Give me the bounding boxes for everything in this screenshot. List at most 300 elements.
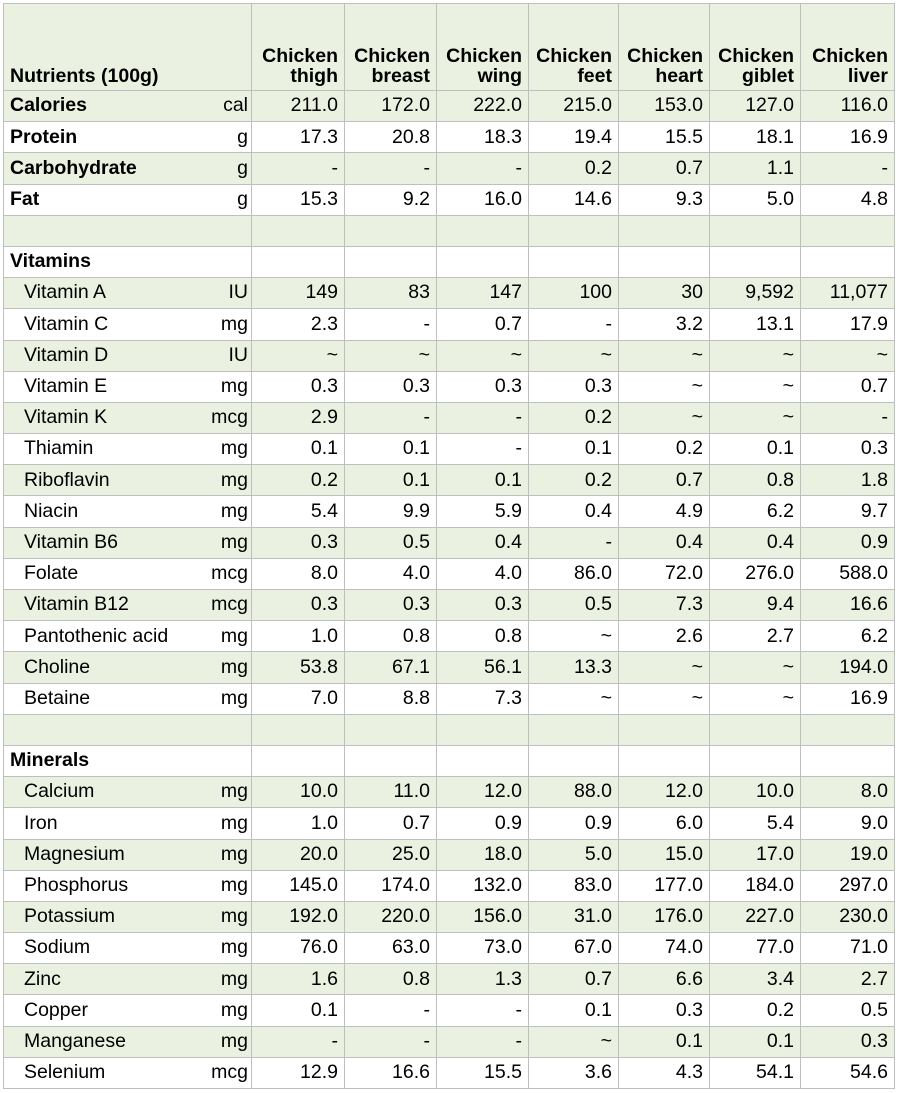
nutrient-name: Copper <box>4 995 200 1026</box>
value-cell: 0.2 <box>529 153 619 184</box>
value-cell: 0.1 <box>252 995 345 1026</box>
nutrient-row <box>4 1057 895 1088</box>
value-cell: - <box>252 153 345 184</box>
value-cell: 0.7 <box>529 964 619 995</box>
nutrient-row <box>4 933 895 964</box>
value-cell: 19.4 <box>529 122 619 153</box>
nutrient-name: Riboflavin <box>4 465 200 496</box>
value-cell: 72.0 <box>619 558 710 589</box>
nutrient-row <box>4 870 895 901</box>
value-cell: 8.0 <box>801 777 895 808</box>
value-cell: 10.0 <box>710 777 801 808</box>
nutrient-unit: mg <box>200 839 252 870</box>
value-cell: 0.1 <box>345 434 437 465</box>
value-cell: 184.0 <box>710 870 801 901</box>
nutrient-name: Selenium <box>4 1057 200 1088</box>
nutrient-row <box>4 340 895 371</box>
value-cell: 15.5 <box>437 1057 529 1088</box>
nutrient-unit: mg <box>200 808 252 839</box>
value-cell: 9.3 <box>619 184 710 215</box>
column-header-line1: Chicken <box>812 45 888 67</box>
spacer-cell <box>345 215 437 246</box>
value-cell: 192.0 <box>252 901 345 932</box>
nutrient-name: Magnesium <box>4 839 200 870</box>
spacer-cell <box>529 215 619 246</box>
nutrient-row <box>4 371 895 402</box>
value-cell: 56.1 <box>437 652 529 683</box>
column-header-wing <box>437 4 529 91</box>
value-cell: 83 <box>345 278 437 309</box>
header-label: Nutrients (100g) <box>10 64 159 87</box>
value-cell: 67.1 <box>345 652 437 683</box>
value-cell: 215.0 <box>529 91 619 122</box>
value-cell: 0.8 <box>345 964 437 995</box>
nutrient-row <box>4 964 895 995</box>
spacer-cell <box>4 215 252 246</box>
value-cell: 4.0 <box>345 558 437 589</box>
value-cell: 17.9 <box>801 309 895 340</box>
value-cell: 176.0 <box>619 901 710 932</box>
value-cell: 0.5 <box>801 995 895 1026</box>
nutrient-name: Fat <box>4 184 200 215</box>
nutrient-unit: mg <box>200 683 252 714</box>
value-cell: 11,077 <box>801 278 895 309</box>
column-header-line1: Chicken <box>262 45 338 67</box>
spacer-cell <box>710 215 801 246</box>
nutrient-unit: mg <box>200 652 252 683</box>
value-cell: 0.1 <box>529 434 619 465</box>
nutrient-name: Vitamin D <box>4 340 200 371</box>
spacer-row <box>4 215 895 246</box>
empty-cell <box>345 246 437 277</box>
value-cell: 6.2 <box>710 496 801 527</box>
value-cell: 1.8 <box>801 465 895 496</box>
value-cell: 156.0 <box>437 901 529 932</box>
column-header-breast <box>345 4 437 91</box>
column-header-thigh <box>252 4 345 91</box>
nutrient-name: Potassium <box>4 901 200 932</box>
nutrient-unit: mg <box>200 465 252 496</box>
empty-cell <box>801 246 895 277</box>
nutrient-name: Choline <box>4 652 200 683</box>
value-cell: 18.3 <box>437 122 529 153</box>
value-cell: 153.0 <box>619 91 710 122</box>
nutrient-row <box>4 995 895 1026</box>
value-cell: 17.0 <box>710 839 801 870</box>
nutrient-row <box>4 184 895 215</box>
value-cell: 0.3 <box>437 371 529 402</box>
value-cell: 9.9 <box>345 496 437 527</box>
nutrient-name: Calories <box>4 91 200 122</box>
column-header-line2: heart <box>655 64 703 87</box>
value-cell: - <box>437 153 529 184</box>
value-cell: 0.3 <box>801 1026 895 1057</box>
value-cell: ~ <box>619 402 710 433</box>
value-cell: 4.3 <box>619 1057 710 1088</box>
value-cell: 77.0 <box>710 933 801 964</box>
value-cell: 0.8 <box>345 621 437 652</box>
empty-cell <box>710 246 801 277</box>
value-cell: ~ <box>801 340 895 371</box>
nutrient-name: Protein <box>4 122 200 153</box>
nutrient-row <box>4 652 895 683</box>
nutrient-name: Vitamin K <box>4 402 200 433</box>
value-cell: 9.4 <box>710 590 801 621</box>
nutrition-table <box>3 3 895 1089</box>
nutrient-row <box>4 91 895 122</box>
value-cell: 0.4 <box>619 527 710 558</box>
value-cell: 211.0 <box>252 91 345 122</box>
value-cell: 0.7 <box>619 465 710 496</box>
nutrient-unit: g <box>200 184 252 215</box>
value-cell: 3.4 <box>710 964 801 995</box>
nutrient-unit: mg <box>200 371 252 402</box>
value-cell: 0.3 <box>252 371 345 402</box>
nutrient-unit: mg <box>200 309 252 340</box>
spacer-cell <box>801 714 895 745</box>
value-cell: ~ <box>710 340 801 371</box>
value-cell: ~ <box>529 1026 619 1057</box>
spacer-cell <box>437 215 529 246</box>
value-cell: - <box>801 153 895 184</box>
nutrient-name: Sodium <box>4 933 200 964</box>
nutrient-row <box>4 309 895 340</box>
value-cell: 0.3 <box>345 371 437 402</box>
value-cell: 67.0 <box>529 933 619 964</box>
value-cell: 0.5 <box>529 590 619 621</box>
value-cell: 9.7 <box>801 496 895 527</box>
value-cell: 0.3 <box>801 434 895 465</box>
value-cell: 172.0 <box>345 91 437 122</box>
value-cell: - <box>437 434 529 465</box>
nutrient-name: Iron <box>4 808 200 839</box>
value-cell: - <box>529 309 619 340</box>
nutrient-row <box>4 465 895 496</box>
nutrient-unit: mg <box>200 777 252 808</box>
column-header-liver <box>801 4 895 91</box>
value-cell: 588.0 <box>801 558 895 589</box>
value-cell: ~ <box>710 402 801 433</box>
value-cell: 1.6 <box>252 964 345 995</box>
value-cell: 2.6 <box>619 621 710 652</box>
value-cell: 0.7 <box>619 153 710 184</box>
nutrient-unit: mg <box>200 496 252 527</box>
value-cell: 63.0 <box>345 933 437 964</box>
value-cell: 0.3 <box>252 527 345 558</box>
value-cell: ~ <box>710 683 801 714</box>
value-cell: 0.1 <box>710 434 801 465</box>
column-header-line2: giblet <box>742 64 794 87</box>
value-cell: 0.2 <box>529 465 619 496</box>
value-cell: ~ <box>529 683 619 714</box>
empty-cell <box>345 745 437 776</box>
value-cell: - <box>437 402 529 433</box>
value-cell: 83.0 <box>529 870 619 901</box>
value-cell: 16.6 <box>801 590 895 621</box>
value-cell: 0.1 <box>529 995 619 1026</box>
value-cell: 88.0 <box>529 777 619 808</box>
empty-cell <box>710 745 801 776</box>
nutrient-unit: IU <box>200 340 252 371</box>
value-cell: 6.0 <box>619 808 710 839</box>
spacer-row <box>4 714 895 745</box>
nutrient-row <box>4 434 895 465</box>
value-cell: 145.0 <box>252 870 345 901</box>
value-cell: ~ <box>710 652 801 683</box>
nutrient-unit: mcg <box>200 558 252 589</box>
value-cell: 11.0 <box>345 777 437 808</box>
nutrient-row <box>4 278 895 309</box>
nutrient-unit: IU <box>200 278 252 309</box>
value-cell: 13.1 <box>710 309 801 340</box>
value-cell: ~ <box>252 340 345 371</box>
nutrient-unit: mg <box>200 527 252 558</box>
value-cell: 9.2 <box>345 184 437 215</box>
value-cell: 149 <box>252 278 345 309</box>
column-header-line1: Chicken <box>718 45 794 67</box>
value-cell: 132.0 <box>437 870 529 901</box>
section-heading-row <box>4 745 895 776</box>
value-cell: ~ <box>437 340 529 371</box>
section-heading: Minerals <box>4 745 252 776</box>
value-cell: 2.7 <box>710 621 801 652</box>
value-cell: 0.3 <box>529 371 619 402</box>
value-cell: 220.0 <box>345 901 437 932</box>
value-cell: 0.3 <box>252 590 345 621</box>
value-cell: ~ <box>710 371 801 402</box>
nutrient-row <box>4 777 895 808</box>
empty-cell <box>619 745 710 776</box>
column-header-line2: feet <box>577 64 612 87</box>
nutrient-row <box>4 527 895 558</box>
value-cell: 0.1 <box>619 1026 710 1057</box>
spacer-cell <box>252 714 345 745</box>
value-cell: 3.2 <box>619 309 710 340</box>
nutrient-unit: mcg <box>200 590 252 621</box>
value-cell: 222.0 <box>437 91 529 122</box>
value-cell: 17.3 <box>252 122 345 153</box>
value-cell: 2.7 <box>801 964 895 995</box>
value-cell: 10.0 <box>252 777 345 808</box>
empty-cell <box>801 745 895 776</box>
nutrient-row <box>4 1026 895 1057</box>
header-label-cell <box>4 4 252 91</box>
nutrient-unit: g <box>200 122 252 153</box>
value-cell: 15.3 <box>252 184 345 215</box>
value-cell: 9,592 <box>710 278 801 309</box>
value-cell: 8.0 <box>252 558 345 589</box>
value-cell: 0.8 <box>437 621 529 652</box>
value-cell: 1.3 <box>437 964 529 995</box>
value-cell: - <box>345 309 437 340</box>
empty-cell <box>252 246 345 277</box>
column-header-line1: Chicken <box>627 45 703 67</box>
value-cell: 7.0 <box>252 683 345 714</box>
value-cell: 100 <box>529 278 619 309</box>
value-cell: 0.2 <box>529 402 619 433</box>
nutrient-unit: g <box>200 153 252 184</box>
nutrient-unit: mg <box>200 621 252 652</box>
nutrient-name: Vitamin A <box>4 278 200 309</box>
nutrient-row <box>4 590 895 621</box>
nutrient-unit: cal <box>200 91 252 122</box>
value-cell: 16.6 <box>345 1057 437 1088</box>
column-header-line1: Chicken <box>354 45 430 67</box>
nutrient-row <box>4 839 895 870</box>
nutrient-name: Phosphorus <box>4 870 200 901</box>
nutrient-name: Zinc <box>4 964 200 995</box>
value-cell: 14.6 <box>529 184 619 215</box>
value-cell: 1.0 <box>252 621 345 652</box>
value-cell: 12.9 <box>252 1057 345 1088</box>
value-cell: 0.5 <box>345 527 437 558</box>
nutrient-unit: mg <box>200 995 252 1026</box>
value-cell: 0.9 <box>801 527 895 558</box>
value-cell: 194.0 <box>801 652 895 683</box>
value-cell: 2.9 <box>252 402 345 433</box>
value-cell: 6.6 <box>619 964 710 995</box>
value-cell: 5.9 <box>437 496 529 527</box>
nutrient-name: Pantothenic acid <box>4 621 200 652</box>
value-cell: ~ <box>529 340 619 371</box>
value-cell: 0.1 <box>437 465 529 496</box>
value-cell: 0.7 <box>801 371 895 402</box>
value-cell: 177.0 <box>619 870 710 901</box>
value-cell: 0.2 <box>710 995 801 1026</box>
value-cell: 174.0 <box>345 870 437 901</box>
value-cell: - <box>345 1026 437 1057</box>
value-cell: 297.0 <box>801 870 895 901</box>
value-cell: 13.3 <box>529 652 619 683</box>
value-cell: 0.3 <box>437 590 529 621</box>
nutrient-unit: mg <box>200 870 252 901</box>
value-cell: 4.0 <box>437 558 529 589</box>
value-cell: 5.0 <box>710 184 801 215</box>
value-cell: 8.8 <box>345 683 437 714</box>
value-cell: 0.3 <box>345 590 437 621</box>
value-cell: 73.0 <box>437 933 529 964</box>
value-cell: 2.3 <box>252 309 345 340</box>
column-header-line1: Chicken <box>446 45 522 67</box>
value-cell: ~ <box>619 340 710 371</box>
value-cell: 0.2 <box>252 465 345 496</box>
section-heading: Vitamins <box>4 246 252 277</box>
spacer-cell <box>345 714 437 745</box>
spacer-cell <box>529 714 619 745</box>
value-cell: 15.5 <box>619 122 710 153</box>
value-cell: 53.8 <box>252 652 345 683</box>
value-cell: - <box>345 995 437 1026</box>
nutrient-row <box>4 402 895 433</box>
nutrient-unit: mcg <box>200 402 252 433</box>
value-cell: 0.2 <box>619 434 710 465</box>
value-cell: 16.9 <box>801 683 895 714</box>
value-cell: 0.3 <box>619 995 710 1026</box>
nutrient-unit: mcg <box>200 1057 252 1088</box>
spacer-cell <box>252 215 345 246</box>
column-header-feet <box>529 4 619 91</box>
nutrient-name: Betaine <box>4 683 200 714</box>
nutrient-row <box>4 122 895 153</box>
column-header-line1: Chicken <box>536 45 612 67</box>
value-cell: 3.6 <box>529 1057 619 1088</box>
value-cell: 0.7 <box>437 309 529 340</box>
spacer-cell <box>619 714 710 745</box>
value-cell: 9.0 <box>801 808 895 839</box>
value-cell: 71.0 <box>801 933 895 964</box>
value-cell: 19.0 <box>801 839 895 870</box>
value-cell: 15.0 <box>619 839 710 870</box>
value-cell: 30 <box>619 278 710 309</box>
value-cell: 0.7 <box>345 808 437 839</box>
column-header-line2: breast <box>371 64 430 87</box>
empty-cell <box>619 246 710 277</box>
nutrient-name: Folate <box>4 558 200 589</box>
nutrient-name: Vitamin B12 <box>4 590 200 621</box>
nutrient-name: Vitamin B6 <box>4 527 200 558</box>
value-cell: 0.1 <box>710 1026 801 1057</box>
nutrient-row <box>4 153 895 184</box>
value-cell: 12.0 <box>619 777 710 808</box>
value-cell: 127.0 <box>710 91 801 122</box>
value-cell: 31.0 <box>529 901 619 932</box>
nutrient-unit: mg <box>200 933 252 964</box>
value-cell: 7.3 <box>437 683 529 714</box>
value-cell: 12.0 <box>437 777 529 808</box>
value-cell: ~ <box>345 340 437 371</box>
value-cell: ~ <box>529 621 619 652</box>
header-row <box>4 4 895 91</box>
nutrient-row <box>4 808 895 839</box>
value-cell: 230.0 <box>801 901 895 932</box>
value-cell: - <box>529 527 619 558</box>
value-cell: 0.1 <box>252 434 345 465</box>
spacer-cell <box>437 714 529 745</box>
value-cell: 147 <box>437 278 529 309</box>
nutrient-name: Niacin <box>4 496 200 527</box>
value-cell: ~ <box>619 652 710 683</box>
empty-cell <box>437 745 529 776</box>
empty-cell <box>437 246 529 277</box>
nutrient-name: Calcium <box>4 777 200 808</box>
spacer-cell <box>619 215 710 246</box>
empty-cell <box>529 246 619 277</box>
value-cell: 0.9 <box>437 808 529 839</box>
nutrient-row <box>4 683 895 714</box>
value-cell: ~ <box>619 371 710 402</box>
value-cell: - <box>252 1026 345 1057</box>
value-cell: ~ <box>619 683 710 714</box>
value-cell: 116.0 <box>801 91 895 122</box>
value-cell: 76.0 <box>252 933 345 964</box>
spacer-cell <box>801 215 895 246</box>
value-cell: 86.0 <box>529 558 619 589</box>
empty-cell <box>252 745 345 776</box>
value-cell: 0.4 <box>437 527 529 558</box>
value-cell: 16.9 <box>801 122 895 153</box>
value-cell: - <box>437 1026 529 1057</box>
value-cell: 20.8 <box>345 122 437 153</box>
value-cell: 1.1 <box>710 153 801 184</box>
nutrient-name: Carbohydrate <box>4 153 200 184</box>
value-cell: 18.0 <box>437 839 529 870</box>
value-cell: 5.4 <box>710 808 801 839</box>
value-cell: - <box>345 402 437 433</box>
value-cell: 1.0 <box>252 808 345 839</box>
nutrient-name: Vitamin E <box>4 371 200 402</box>
value-cell: 0.4 <box>529 496 619 527</box>
nutrient-row <box>4 558 895 589</box>
